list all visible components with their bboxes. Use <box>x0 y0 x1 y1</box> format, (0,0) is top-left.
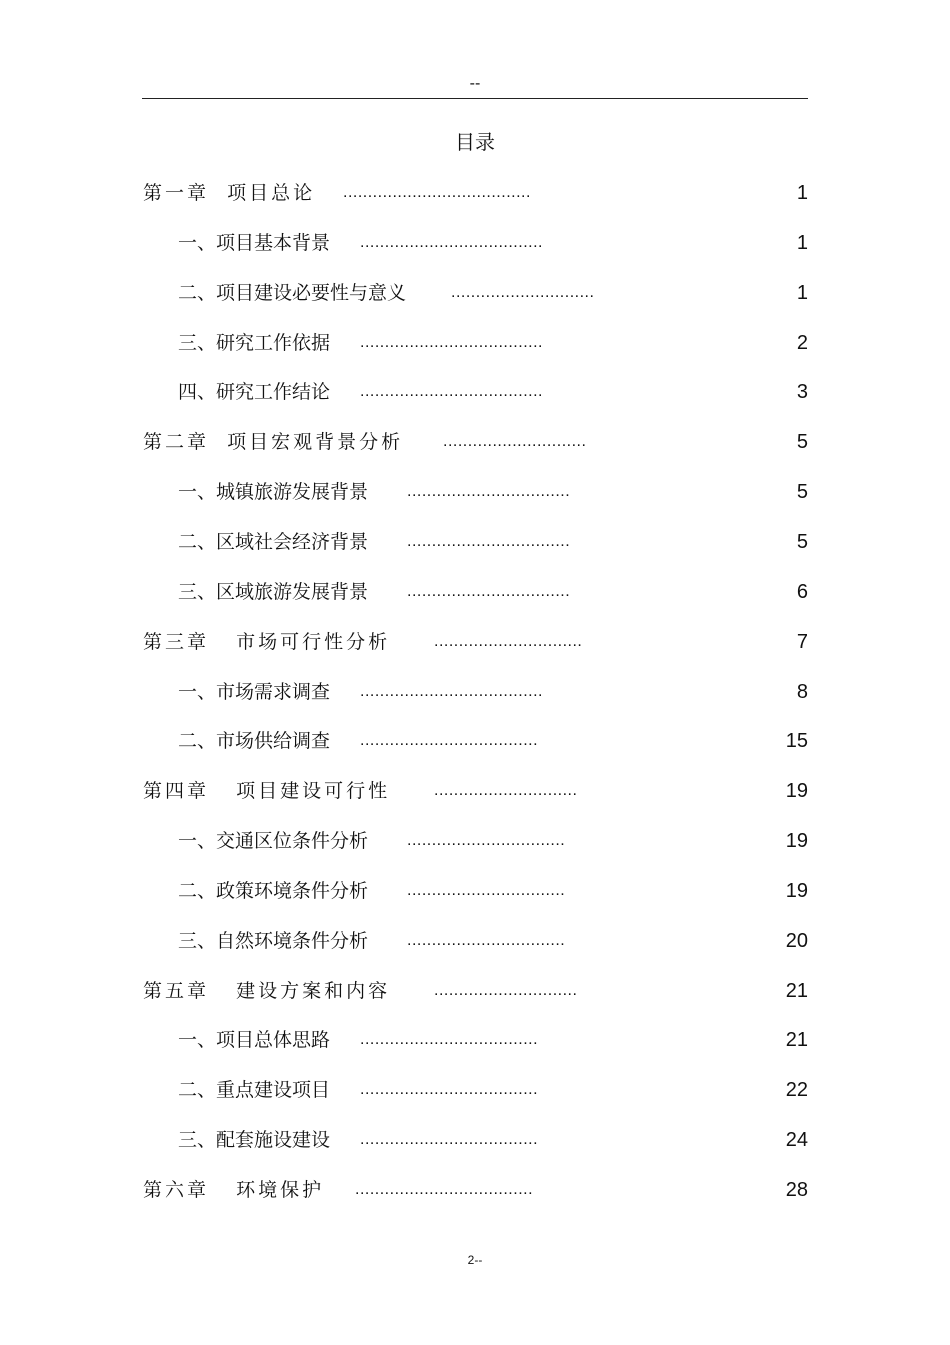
toc-section-entry[interactable] <box>178 1125 808 1155</box>
toc-entry-page-number: 19 <box>785 780 808 802</box>
toc-entry-leader: ..................................... <box>360 683 543 700</box>
toc-entry-leader: ..................................... <box>360 234 543 251</box>
toc-entry-page-number: 5 <box>796 431 808 453</box>
toc-entry-leader: ............................. <box>434 782 578 799</box>
toc-section-entry[interactable] <box>178 876 808 906</box>
toc-entry-page-number: 19 <box>785 880 808 902</box>
toc-chapter-entry[interactable] <box>143 178 808 208</box>
toc-entry-page-number: 7 <box>796 631 808 653</box>
toc-section-entry[interactable] <box>178 477 808 507</box>
toc-entry-leader: ................................ <box>407 932 566 949</box>
toc-chapter-entry[interactable] <box>143 427 808 457</box>
toc-section-entry[interactable] <box>178 677 808 707</box>
toc-entry-leader: .................................... <box>355 1181 534 1198</box>
toc-entry-leader: ............................. <box>443 433 587 450</box>
toc-entry-label: 一、市场需求调查 <box>178 681 331 703</box>
toc-entry-label: 三、自然环境条件分析 <box>178 930 369 952</box>
toc-entry-leader: ................................. <box>407 583 571 600</box>
toc-entry-leader: ................................. <box>407 533 571 550</box>
toc-section-entry[interactable] <box>178 328 808 358</box>
toc-entry-label: 第四章 项目建设可行性 <box>143 780 391 802</box>
toc-entry-leader: ...................................... <box>343 184 531 201</box>
toc-entry-page-number: 24 <box>785 1129 808 1151</box>
toc-entry-label: 三、区域旅游发展背景 <box>178 581 369 603</box>
toc-entry-leader: ................................ <box>407 832 566 849</box>
toc-entry-page-number: 28 <box>785 1179 808 1201</box>
toc-section-entry[interactable] <box>178 228 808 258</box>
toc-entry-leader: .................................... <box>360 1081 539 1098</box>
toc-section-entry[interactable] <box>178 278 808 308</box>
toc-entry-page-number: 19 <box>785 830 808 852</box>
toc-entry-page-number: 2 <box>796 332 808 354</box>
toc-section-entry[interactable] <box>178 1075 808 1105</box>
toc-entry-label: 一、项目基本背景 <box>178 232 331 254</box>
toc-entry-label: 一、项目总体思路 <box>178 1029 331 1051</box>
toc-entry-page-number: 21 <box>785 980 808 1002</box>
toc-entry-label: 二、政策环境条件分析 <box>178 880 369 902</box>
toc-chapter-entry[interactable] <box>143 1175 808 1205</box>
toc-entry-leader: ............................. <box>451 284 595 301</box>
page-header-mark: -- <box>469 75 481 92</box>
toc-entry-page-number: 1 <box>796 182 808 204</box>
toc-entry-leader: .............................. <box>434 633 583 650</box>
toc-entry-page-number: 21 <box>785 1029 808 1051</box>
toc-entry-page-number: 15 <box>785 730 808 752</box>
toc-entry-label: 三、研究工作依据 <box>178 332 331 354</box>
toc-entry-leader: ..................................... <box>360 334 543 351</box>
toc-entry-leader: ..................................... <box>360 383 543 400</box>
toc-entry-page-number: 20 <box>785 930 808 952</box>
toc-entry-label: 二、项目建设必要性与意义 <box>178 282 407 304</box>
toc-entry-page-number: 1 <box>796 232 808 254</box>
toc-entry-label: 第六章 环境保护 <box>143 1179 325 1201</box>
toc-entry-leader: .................................... <box>360 732 539 749</box>
toc-entry-label: 四、研究工作结论 <box>178 381 331 403</box>
toc-section-entry[interactable] <box>178 377 808 407</box>
toc-entry-label: 第五章 建设方案和内容 <box>143 980 391 1002</box>
toc-entry-label: 二、重点建设项目 <box>178 1079 331 1101</box>
toc-entry-leader: ................................ <box>407 882 566 899</box>
toc-chapter-entry[interactable] <box>143 627 808 657</box>
toc-section-entry[interactable] <box>178 926 808 956</box>
toc-entry-page-number: 8 <box>796 681 808 703</box>
footer-page-number: 2-- <box>467 1253 483 1267</box>
toc-entry-page-number: 5 <box>796 481 808 503</box>
toc-entry-label: 第三章 市场可行性分析 <box>143 631 391 653</box>
toc-entry-label: 第二章 项目宏观背景分析 <box>143 431 404 453</box>
toc-entry-page-number: 1 <box>796 282 808 304</box>
toc-entry-label: 二、区域社会经济背景 <box>178 531 369 553</box>
toc-entry-leader: .................................... <box>360 1031 539 1048</box>
toc-title: 目录 <box>455 130 495 154</box>
toc-section-entry[interactable] <box>178 726 808 756</box>
toc-entry-label: 二、市场供给调查 <box>178 730 331 752</box>
toc-entry-label: 一、交通区位条件分析 <box>178 830 369 852</box>
toc-entry-page-number: 5 <box>796 531 808 553</box>
toc-section-entry[interactable] <box>178 1025 808 1055</box>
toc-section-entry[interactable] <box>178 527 808 557</box>
toc-entry-page-number: 22 <box>785 1079 808 1101</box>
toc-entry-leader: ................................. <box>407 483 571 500</box>
toc-entry-label: 第一章 项目总论 <box>143 182 316 204</box>
toc-chapter-entry[interactable] <box>143 976 808 1006</box>
toc-entry-leader: .................................... <box>360 1131 539 1148</box>
toc-entry-page-number: 3 <box>796 381 808 403</box>
toc-entry-label: 三、配套施设建设 <box>178 1129 331 1151</box>
toc-entry-leader: ............................. <box>434 982 578 999</box>
toc-entry-page-number: 6 <box>796 581 808 603</box>
toc-section-entry[interactable] <box>178 577 808 607</box>
toc-chapter-entry[interactable] <box>143 776 808 806</box>
toc-section-entry[interactable] <box>178 826 808 856</box>
toc-entry-label: 一、城镇旅游发展背景 <box>178 481 369 503</box>
